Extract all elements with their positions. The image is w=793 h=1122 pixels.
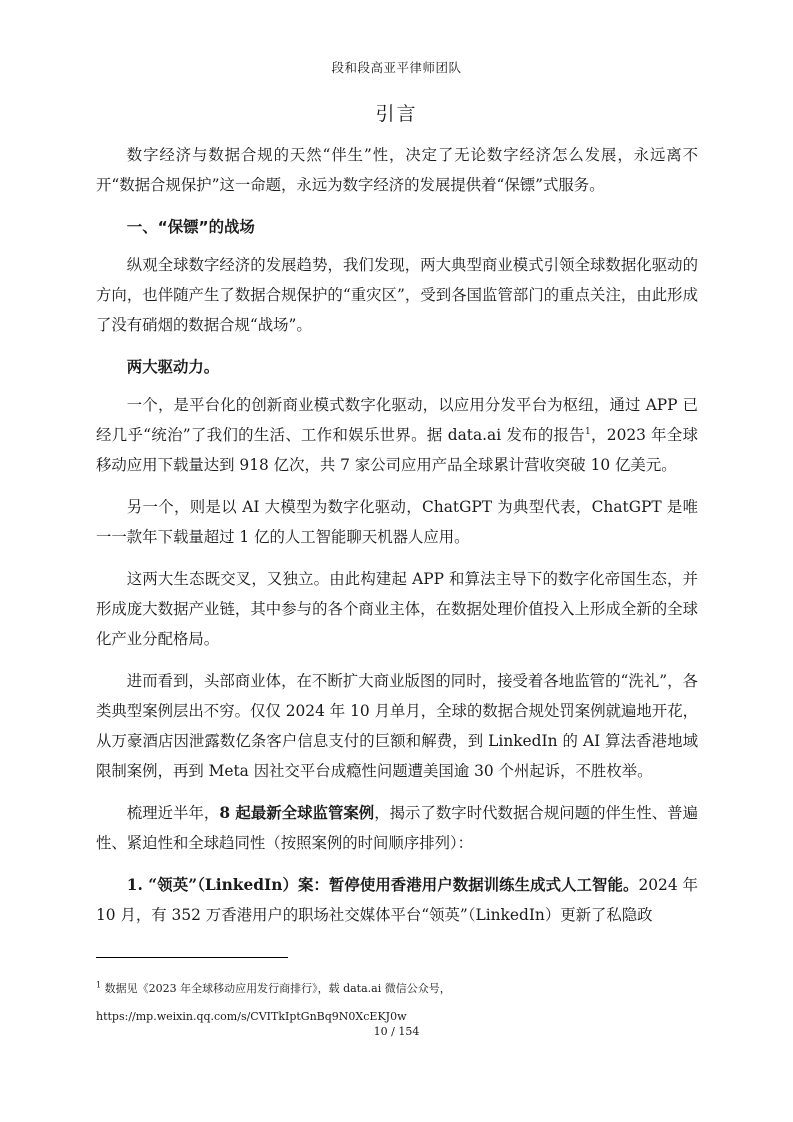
paragraph-text: 梳理近半年， [126,804,220,822]
footnote [96,975,698,1031]
case-title: 1. “领英”（LinkedIn）案：暂停使用香港用户数据训练生成式人工智能。 [126,876,639,894]
paragraph-cases-intro [96,798,698,858]
paragraph-regulation: 进而看到，头部商业体，在不断扩大商业版图的同时，接受着各地监管的“洗礼”，各类典型案例层出不穷。仅仅 2024 年 10 月单月，全球的数据合规处罚案例就遍地开花，从万豪酒店因泄露数亿条客户信息支付的巨额和解费，到 LinkedIn 的 AI 算法香港地域限制案例，再到 Meta 因社交平台成瘾性问题遭美国逾 30 个州起诉，不胜枚举。 [96,672,698,780]
footnote-url: https://mp.weixin.qq.com/s/CVITkIptGnBq9N0XcEKJ0w [96,1010,407,1023]
paragraph-ecosystem: 这两大生态既交叉，又独立。由此构建起 APP 和算法主导下的数字化帝国生态，并形成庞大数据产业链，其中参与的各个商业主体，在数据处理价值投入上形成全新的全球化产业分配格局。 [96,570,698,648]
footnote-separator [96,957,288,958]
running-header: 段和段高亚平律师团队 [331,60,462,75]
footnote-text: 数据见《2023 年全球移动应用发行商排行》，载 data.ai 微信公众号， [101,982,451,995]
paragraph-intro: 数字经济与数据合规的天然“伴生”性，决定了无论数字经济怎么发展，永远离不开“数据合规保护”这一命题，永远为数字经济的发展提供着“保镖”式服务。 [96,146,698,194]
paragraph-text: ，2023 年全球移动应用下载量达到 918 亿次，共 7 家公司应用产品全球累计营收突破 10 亿美元。 [96,426,698,474]
paragraph-text: 2024 年 10 月，有 352 万香港用户的职场社交媒体平台“领英”（LinkedIn）更新了私隐政 [96,876,698,924]
paragraph-ai-driver: 另一个，则是以 AI 大模型为数字化驱动，ChatGPT 为典型代表，ChatGPT 是唯一一款年下载量超过 1 亿的人工智能聊天机器人应用。 [96,498,698,546]
body-text [96,140,698,942]
section-title: 引言 [375,103,418,125]
paragraph-platform-driver [96,390,698,480]
footnote-marker: 1 [96,980,102,990]
paragraph-case-1 [96,870,698,930]
paragraph-text: 一个，是平台化的创新商业模式数字化驱动，以应用分发平台为枢纽，通过 APP 已经几乎“统治”了我们的生活、工作和娱乐世界。据 data.ai 发布的报告 [96,396,698,444]
paragraph-emphasis: 8 起最新全球监管案例 [219,804,375,822]
heading-battlefield: 一、“保镖”的战场 [126,218,255,236]
footnote-line [96,975,698,1003]
paragraph-text: ，揭示了数字时代数据合规问题的伴生性、普遍性、紧迫性和全球趋同性（按照案例的时间顺序排列）： [96,804,698,852]
page-number: 10 / 154 [373,1025,420,1038]
footnote-ref: 1 [584,426,591,437]
heading-two-drivers: 两大驱动力。 [126,358,220,376]
paragraph-trends: 纵观全球数字经济的发展趋势，我们发现，两大典型商业模式引领全球数据化驱动的方向，也伴随产生了数据合规保护的“重灾区”，受到各国监管部门的重点关注，由此形成了没有硝烟的数据合规“战场”。 [96,256,698,334]
